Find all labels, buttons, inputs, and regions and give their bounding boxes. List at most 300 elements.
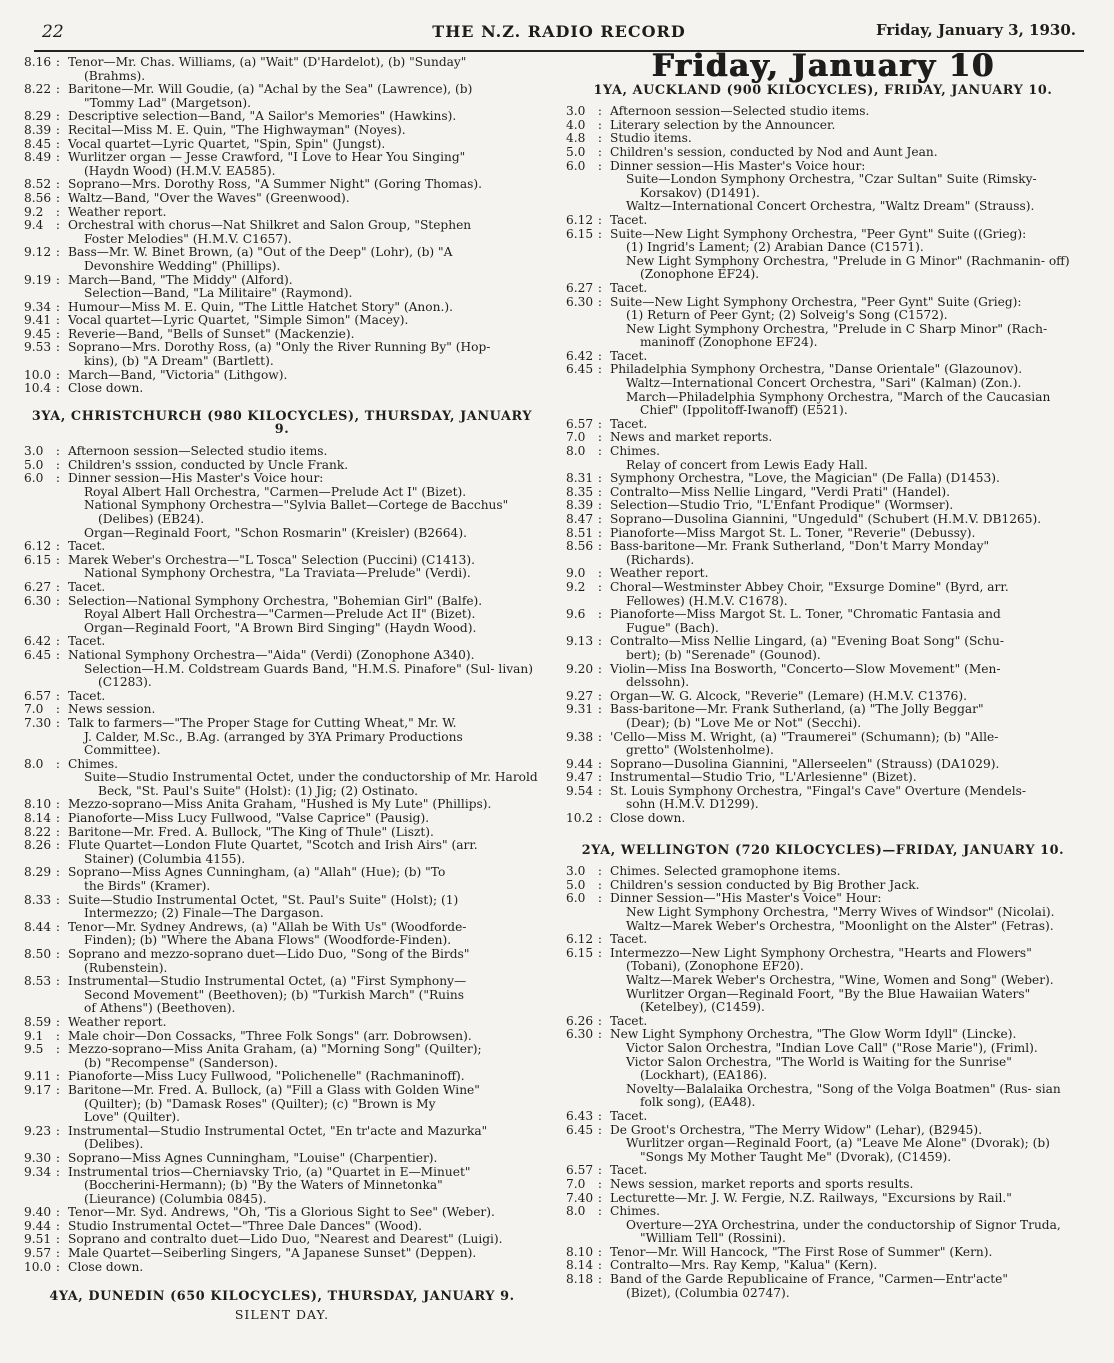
program-time: 9.54 : (566, 785, 602, 799)
program-entry (566, 812, 1080, 826)
program-time: 9.17 : (24, 1084, 60, 1098)
program-time: 6.45 : (566, 1124, 602, 1138)
program-text: sohn (H.M.V. D1299). (626, 797, 759, 812)
program-entry (566, 1273, 1080, 1300)
program-text: (Boccherini-Hermann); (b) "By the Waters of Minnetonka" (84, 1178, 443, 1193)
program-entry (566, 785, 1080, 812)
program-text: Flute Quartet—London Flute Quartet, "Scotch and Irish Airs" (arr. (68, 838, 478, 853)
program-time: 10.2 : (566, 812, 602, 826)
program-sub-items (24, 287, 540, 301)
program-entry (24, 826, 540, 840)
program-sub-item: Victor Salon Orchestra, "The World is Waiting for the Sunrise" (Lockhart), (EA186). (626, 1054, 1012, 1083)
program-time: 8.33 : (24, 894, 60, 908)
program-entry (24, 1247, 540, 1261)
program-entry (566, 1246, 1080, 1260)
program-text: New Light Symphony Orchestra, "The Glow Worm Idyll" (Lincke). (610, 1027, 1017, 1042)
program-sub-items (566, 323, 1080, 350)
program-text: (Rubenstein). (84, 960, 168, 975)
program-time: 9.41 : (24, 314, 60, 328)
program-time: 9.31 : (566, 703, 602, 717)
program-text: Baritone—Mr. Fred. A. Bullock, (a) "Fill a Glass with Golden Wine" (68, 1082, 480, 1097)
program-text: delssohn). (626, 675, 690, 690)
program-time: 6.30 : (24, 595, 60, 609)
program-text: the Birds" (Kramer). (84, 879, 211, 894)
program-text: Organ—W. G. Alcock, "Reverie" (Lemare) (H.M.V. C1376). (610, 688, 967, 703)
program-text: Finden); (b) "Where the Abana Flows" (Woodforde-Finden). (84, 933, 452, 948)
program-text: Tacet. (68, 634, 106, 649)
program-entry (566, 527, 1080, 541)
program-text: Literary selection by the Announcer. (610, 117, 836, 132)
program-sub-items (566, 173, 1080, 214)
program-entry (566, 499, 1080, 513)
program-time: 6.45 : (24, 649, 60, 663)
program-entry (24, 554, 540, 568)
program-sub-items (566, 255, 1080, 282)
program-sub-items (24, 608, 540, 635)
program-entry (566, 947, 1080, 974)
program-time: 8.22 : (24, 826, 60, 840)
program-time: 6.30 : (566, 296, 602, 310)
program-time: 8.39 : (24, 124, 60, 138)
program-time: 8.10 : (24, 798, 60, 812)
program-text: Bass—Mr. W. Binet Brown, (a) "Out of the Deep" (Lohr), (b) "A (68, 245, 453, 260)
program-text: Foster Melodies" (H.M.V. C1657). (84, 231, 292, 246)
silent-day-note: SILENT DAY. (234, 1306, 330, 1322)
program-text: (1) Return of Peer Gynt; (2) Solveig's Song (C1572). (626, 308, 948, 323)
program-entry (566, 581, 1080, 608)
program-entry (24, 812, 540, 826)
program-text: Philadelphia Symphony Orchestra, "Danse Orientale" (Glazounov). (610, 362, 1023, 377)
program-text: Talk to farmers—"The Proper Stage for Cutting Wheat," Mr. W. (68, 715, 457, 730)
program-text: (1) Ingrid's Lament; (2) Arabian Dance (C1571). (626, 240, 924, 255)
program-entry (24, 595, 540, 609)
program-sub-item: Waltz—Marek Weber's Orchestra, "Wine, Women and Song" (Weber). (626, 973, 1054, 987)
program-text: Love" (Quilter). (84, 1110, 180, 1125)
program-text: Bass-baritone—Mr. Frank Sutherland, "Don't Marry Monday" (610, 539, 990, 554)
program-sub-item: New Light Symphony Orchestra, "Prelude in C Sharp Minor" (Rach- maninoff (Zonophone EF24). (626, 321, 1048, 350)
program-entry (566, 540, 1080, 567)
program-text: Tacet. (610, 416, 648, 431)
program-sub-items (24, 771, 540, 798)
program-text: gretto" (Wolstenholme). (626, 743, 774, 758)
program-entry (24, 110, 540, 124)
program-sub-item: Suite—London Symphony Orchestra, "Czar Sultan" Suite (Rimsky- Korsakov) (D1491). (626, 172, 1037, 200)
program-entry (24, 124, 540, 138)
program-text: (Richards). (626, 552, 695, 567)
program-sub-item: Royal Albert Hall Orchestra—"Carmen—Prelude Act II" (Bizet). (84, 607, 476, 622)
program-text: Violin—Miss Ina Bosworth, "Concerto—Slow Movement" (Men- (610, 661, 1001, 676)
program-time: 9.19 : (24, 274, 60, 288)
program-time: 9.27 : (566, 690, 602, 704)
program-text: Soprano—Dusolina Giannini, "Ungeduld" (Schubert (H.M.V. DB1265). (610, 512, 1042, 526)
program-entry (24, 1043, 540, 1070)
program-text: Mezzo-soprano—Miss Anita Graham, "Hushed is My Lute" (Phillips). (68, 797, 492, 812)
program-time: 6.45 : (566, 363, 602, 377)
program-entry (24, 649, 540, 663)
program-text: Contralto—Miss Nellie Lingard, "Verdi Prati" (Handel). (610, 484, 951, 499)
program-time: 6.15 : (566, 947, 602, 961)
program-time: 8.47 : (566, 513, 602, 527)
program-entry (24, 83, 540, 110)
program-time: 4.8 : (566, 132, 602, 146)
program-entry (24, 246, 540, 273)
program-text: Tacet. (68, 579, 106, 594)
program-text: Tacet. (610, 932, 648, 947)
program-text: Soprano—Mrs. Dorothy Ross, "A Summer Night" (Goring Thomas). (68, 177, 483, 192)
program-sub-item: Victor Salon Orchestra, "Indian Love Call" ("Rose Marie"), (Friml). (626, 1040, 1038, 1055)
program-text: (Delibes). (84, 1137, 144, 1152)
program-list-continued (24, 56, 540, 396)
program-time: 6.15 : (566, 228, 602, 242)
program-entry (566, 1028, 1080, 1042)
program-entry (566, 214, 1080, 228)
program-time: 9.57 : (24, 1247, 60, 1261)
program-sub-items (566, 377, 1080, 418)
program-sub-item: Selection—Band, "La Militaire" (Raymond). (84, 286, 353, 301)
program-text: Soprano—Dusolina Giannini, "Allerseelen" (Strauss) (DA1029). (610, 756, 1000, 771)
program-text: Mezzo-soprano—Miss Anita Graham, (a) "Morning Song" (Quilter); (68, 1042, 482, 1057)
program-time: 6.0 : (566, 892, 602, 906)
program-text: Studio Instrumental Octet—"Three Dale Dances" (Wood). (68, 1218, 423, 1233)
program-text: Suite—Studio Instrumental Octet, "St. Paul's Suite" (Holst); (1) (68, 892, 459, 907)
program-time: 9.4 : (24, 219, 60, 233)
program-text: Children's session conducted by Big Brother Jack. (610, 877, 920, 892)
program-time: 8.39 : (566, 499, 602, 513)
program-text: Recital—Miss M. E. Quin, "The Highwayman" (Noyes). (68, 122, 406, 137)
program-text: Soprano—Miss Agnes Cunningham, (a) "Allah" (Hue); (b) "To (68, 865, 446, 880)
program-time: 9.5 : (24, 1043, 60, 1057)
program-time: 9.1 : (24, 1030, 60, 1044)
program-sub-item: March—Philadelphia Symphony Orchestra, "March of the Caucasian Chief" (Ippolitoff-Iwanoff) (E521). (626, 389, 1051, 418)
program-text: Instrumental—Studio Instrumental Octet, "En tr'acte and Mazurka" (68, 1123, 488, 1138)
program-text: Pianoforte—Miss Margot St. L. Toner, "Reverie" (Debussy). (610, 525, 976, 540)
program-entry (24, 1084, 540, 1125)
program-time: 8.45 : (24, 138, 60, 152)
program-time: 8.53 : (24, 975, 60, 989)
program-time: 6.15 : (24, 554, 60, 568)
program-entry (566, 146, 1080, 160)
program-entry (24, 382, 540, 396)
program-sub-items (566, 974, 1080, 1015)
program-time: 5.0 : (566, 146, 602, 160)
program-entry (566, 933, 1080, 947)
program-sub-item: Relay of concert from Lewis Eady Hall. (626, 457, 868, 472)
program-sub-item: Novelty—Balalaika Orchestra, "Song of the Volga Boatmen" (Rus- sian folk song), (EA48). (626, 1081, 1061, 1110)
program-time: 9.45 : (24, 328, 60, 342)
program-text: Weather report. (68, 1014, 167, 1029)
program-time: 9.51 : (24, 1233, 60, 1247)
program-text: (Brahms). (84, 68, 146, 83)
program-text: Symphony Orchestra, "Love, the Magician" (De Falla) (D1453). (610, 471, 1000, 486)
program-time: 8.35 : (566, 486, 602, 500)
program-entry (24, 921, 540, 948)
program-text: Vocal quartet—Lyric Quartet, "Spin, Spin" (Jungst). (68, 136, 386, 151)
program-text: Tenor—Mr. Sydney Andrews, (a) "Allah be With Us" (Woodforde- (68, 919, 467, 934)
program-text: Tacet. (610, 280, 648, 295)
program-entry (24, 1125, 540, 1152)
program-entry (24, 1030, 540, 1044)
program-time: 8.22 : (24, 83, 60, 97)
program-entry (24, 1166, 540, 1207)
program-entry (566, 431, 1080, 445)
program-entry (24, 1233, 540, 1247)
program-text: 'Cello—Miss M. Wright, (a) "Traumerei" (Schumann); (b) "Alle- (610, 729, 999, 744)
program-entry (24, 1220, 540, 1234)
program-time: 9.44 : (566, 758, 602, 772)
program-text: Soprano—Mrs. Dorothy Ross, (a) "Only the River Running By" (Hop- (68, 340, 491, 355)
program-entry (566, 663, 1080, 690)
program-text: News and market reports. (610, 430, 773, 445)
program-time: 8.26 : (24, 839, 60, 853)
program-entry (566, 228, 1080, 255)
program-entry (24, 219, 540, 246)
program-sub-item: Organ—Reginald Foort, "Schon Rosmarin" (Kreisler) (B2664). (84, 525, 467, 540)
program-text: Suite—New Light Symphony Orchestra, "Peer Gynt" Suite ((Grieg): (610, 226, 1027, 241)
program-text: Afternoon session—Selected studio items. (68, 444, 328, 459)
program-time: 6.42 : (566, 350, 602, 364)
program-entry (24, 839, 540, 866)
program-entry (24, 445, 540, 459)
program-time: 9.2 : (24, 206, 60, 220)
issue-date: Friday, January 3, 1930. (876, 21, 1076, 39)
program-entry (566, 1015, 1080, 1029)
program-text: Pianoforte—Miss Lucy Fullwood, "Valse Caprice" (Pausig). (68, 811, 430, 826)
program-text: (Dear); (b) "Love Me or Not" (Secchi). (626, 715, 862, 730)
program-text: Dinner session—His Master's Voice hour: (68, 471, 324, 486)
program-text: Fellowes) (H.M.V. C1678). (626, 593, 788, 608)
program-text: (Lieurance) (Columbia 0845). (84, 1191, 267, 1206)
program-text: (Quilter); (b) "Damask Roses" (Quilter); (c) "Brown is My (84, 1096, 436, 1111)
program-sub-item: Waltz—Marek Weber's Orchestra, "Moonlight on the Alster" (Fetras). (626, 918, 1054, 933)
program-text: Afternoon session—Selected studio items. (610, 104, 870, 119)
program-sub-items (24, 567, 540, 581)
program-entry (566, 472, 1080, 486)
program-entry (24, 1152, 540, 1166)
program-text: Tacet. (610, 1163, 648, 1178)
program-time: 8.0 : (566, 445, 602, 459)
program-time: 9.0 : (566, 567, 602, 581)
program-time: 9.34 : (24, 1166, 60, 1180)
program-sub-item: Wurlitzer organ—Reginald Foort, (a) "Leave Me Alone" (Dvorak); (b) "Songs My Mother Taught Me" (Dvorak), (C1459). (626, 1136, 1050, 1164)
program-entry (566, 703, 1080, 730)
program-entry (24, 56, 540, 83)
program-entry (24, 948, 540, 975)
program-entry (566, 1192, 1080, 1206)
program-time: 9.47 : (566, 771, 602, 785)
program-sub-item: Royal Albert Hall Orchestra, "Carmen—Prelude Act I" (Bizet). (84, 484, 467, 499)
program-text: Soprano and contralto duet—Lido Duo, "Nearest and Dearest" (Luigi). (68, 1232, 503, 1247)
program-time: 9.23 : (24, 1125, 60, 1139)
program-time: 6.12 : (566, 214, 602, 228)
program-entry (566, 635, 1080, 662)
program-time: 8.52 : (24, 178, 60, 192)
program-sub-item: New Light Symphony Orchestra, "Merry Wives of Windsor" (Nicolai). (626, 905, 1055, 920)
program-time: 9.20 : (566, 663, 602, 677)
day-title: Friday, January 10 (651, 48, 995, 84)
program-text: Instrumental trios—Cherniavsky Trio, (a) "Quartet in E—Minuet" (68, 1164, 471, 1179)
program-text: Weather report. (68, 204, 167, 219)
program-time: 9.11 : (24, 1070, 60, 1084)
program-time: 6.0 : (24, 472, 60, 486)
program-text: Descriptive selection—Band, "A Sailor's Memories" (Hawkins). (68, 109, 457, 124)
program-text: Close down. (68, 1259, 144, 1274)
program-text: Tenor—Mr. Chas. Williams, (a) "Wait" (D'Hardelot), (b) "Sunday" (68, 55, 467, 69)
program-entry (566, 1124, 1080, 1138)
program-text: Intermezzo—New Light Symphony Orchestra, "Hearts and Flowers" (610, 945, 1032, 960)
program-text: Marek Weber's Orchestra—"L Tosca" Selection (Puccini) (C1413). (68, 552, 475, 567)
program-text: "Tommy Lad" (Margetson). (84, 95, 251, 110)
program-time: 9.2 : (566, 581, 602, 595)
program-time: 6.30 : (566, 1028, 602, 1042)
program-text: De Groot's Orchestra, "The Merry Widow" (Lehar), (B2945). (610, 1122, 983, 1137)
program-text: Dinner session—His Master's Voice hour: (610, 158, 866, 173)
program-time: 9.34 : (24, 301, 60, 315)
program-time: 6.57 : (566, 418, 602, 432)
program-entry (566, 1164, 1080, 1178)
program-text: Weather report. (610, 566, 709, 581)
program-sub-items (566, 1042, 1080, 1110)
program-text: Male Quartet—Seiberling Singers, "A Japanese Sunset" (Deppen). (68, 1246, 477, 1261)
program-time: 3.0 : (566, 865, 602, 879)
program-time: 7.0 : (566, 1178, 602, 1192)
program-list-1ya (566, 105, 1080, 825)
program-text: Lecturette—Mr. J. W. Fergie, N.Z. Railways, "Excursions by Rail." (610, 1190, 1012, 1205)
page-header (34, 16, 1084, 52)
program-text: kins), (b) "A Dream" (Bartlett). (84, 354, 274, 369)
program-text: Pianoforte—Miss Lucy Fullwood, "Polichenelle" (Rachmaninoff). (68, 1069, 465, 1084)
program-sub-item: New Light Symphony Orchestra, "Prelude in G Minor" (Rachmanin- off) (Zonophone EF24). (626, 253, 1070, 282)
program-entry (24, 703, 540, 717)
program-time: 8.0 : (566, 1205, 602, 1219)
page-number: 22 (42, 22, 64, 42)
program-entry (24, 1016, 540, 1030)
program-text: Studio items. (610, 131, 692, 146)
program-entry (566, 132, 1080, 146)
program-entry (24, 798, 540, 812)
program-entry (24, 690, 540, 704)
program-sub-item: National Symphony Orchestra—"Sylvia Ballet—Cortege de Bacchus" (Delibes) (EB24). (84, 498, 509, 526)
program-entry (24, 274, 540, 288)
program-text: Suite—New Light Symphony Orchestra, "Peer Gynt" Suite (Grieg): (610, 294, 1022, 309)
program-text: Intermezzo; (2) Finale—The Dargason. (84, 906, 324, 921)
program-text: (Haydn Wood) (H.M.V. EA585). (84, 163, 276, 178)
program-text: Tacet. (68, 539, 106, 554)
program-entry (24, 314, 540, 328)
program-time: 6.27 : (24, 581, 60, 595)
program-time: 10.0 : (24, 1261, 60, 1275)
program-time: 6.26 : (566, 1015, 602, 1029)
program-time: 10.0 : (24, 369, 60, 383)
program-time: 8.56 : (566, 540, 602, 554)
program-text: Tacet. (610, 1013, 648, 1028)
program-time: 9.44 : (24, 1220, 60, 1234)
program-list-3ya (24, 445, 540, 1274)
program-entry (24, 540, 540, 554)
program-entry (566, 1110, 1080, 1124)
program-sub-item: Overture—2YA Orchestrina, under the conductorship of Signor Truda, "William Tell" (Rossini). (626, 1217, 1061, 1246)
program-text: Chimes. (610, 1204, 660, 1219)
program-text: News session. (68, 702, 156, 717)
program-entry (24, 301, 540, 315)
program-text: Contralto—Miss Nellie Lingard, (a) "Evening Boat Song" (Schu- (610, 634, 1004, 649)
program-entry (566, 567, 1080, 581)
program-text: Soprano—Miss Agnes Cunningham, "Louise" (Charpentier). (68, 1150, 438, 1165)
program-time: 8.51 : (566, 527, 602, 541)
program-entry (24, 894, 540, 921)
program-text: J. Calder, M.Sc., B.Ag. (arranged by 3YA Primary Productions (84, 729, 463, 744)
program-time: 8.0 : (24, 758, 60, 772)
program-time: 3.0 : (566, 105, 602, 119)
program-text: Selection—Studio Trio, "L'Enfant Prodique" (Wormser). (610, 498, 954, 513)
program-text: News session, market reports and sports results. (610, 1176, 914, 1191)
program-entry (24, 138, 540, 152)
program-time: 8.14 : (566, 1259, 602, 1273)
publication-title: THE N.Z. RADIO RECORD (432, 22, 686, 41)
program-entry (566, 160, 1080, 174)
left-column (24, 56, 540, 1321)
program-time: 5.0 : (566, 879, 602, 893)
program-text: Orchestral with chorus—Nat Shilkret and Salon Group, "Stephen (68, 218, 472, 233)
program-time: 6.12 : (24, 540, 60, 554)
program-time: 9.53 : (24, 341, 60, 355)
program-entry (24, 472, 540, 486)
program-sub-item: Organ—Reginald Foort, "A Brown Bird Singing" (Haydn Wood). (84, 620, 477, 635)
program-text: Chimes. (68, 756, 118, 771)
program-entry (566, 731, 1080, 758)
program-text: Close down. (68, 381, 144, 396)
program-entry (24, 717, 540, 758)
program-entry (566, 350, 1080, 364)
program-entry (24, 866, 540, 893)
program-text: Children's sssion, conducted by Uncle Frank. (68, 457, 349, 472)
program-text: Soprano and mezzo-soprano duet—Lido Duo, "Song of the Birds" (68, 947, 470, 961)
program-time: 7.0 : (24, 703, 60, 717)
program-text: Humour—Miss M. E. Quin, "The Little Hatchet Story" (Anon.). (68, 299, 453, 314)
program-text: Baritone—Mr. Fred. A. Bullock, "The King of Thule" (Liszt). (68, 824, 434, 839)
program-text: Choral—Westminster Abbey Choir, "Exsurge Domine" (Byrd, arr. (610, 579, 1009, 594)
program-entry (566, 282, 1080, 296)
program-text: Committee). (84, 743, 161, 758)
program-time: 8.10 : (566, 1246, 602, 1260)
program-entry (24, 975, 540, 1016)
program-text: Stainer) (Columbia 4155). (84, 851, 246, 866)
program-text: March—Band, "Victoria" (Lithgow). (68, 367, 288, 382)
program-entry (566, 1205, 1080, 1219)
program-time: 8.59 : (24, 1016, 60, 1030)
program-time: 3.0 : (24, 445, 60, 459)
program-text: Tacet. (610, 212, 648, 227)
program-time: 6.0 : (566, 160, 602, 174)
station-heading-3ya: 3YA, CHRISTCHURCH (980 KILOCYCLES), THURSDAY, JANUARY 9. (31, 408, 533, 438)
program-time: 6.27 : (566, 282, 602, 296)
program-text: March—Band, "The Middy" (Alford). (68, 272, 293, 287)
program-text: Pianoforte—Miss Margot St. L. Toner, "Chromatic Fantasia and (610, 607, 1001, 622)
program-entry (566, 1178, 1080, 1192)
program-entry (566, 296, 1080, 323)
program-text: Contralto—Mrs. Ray Kemp, "Kalua" (Kern). (610, 1258, 878, 1273)
program-sub-items (566, 906, 1080, 933)
program-entry (24, 178, 540, 192)
program-entry (566, 513, 1080, 527)
program-text: Band of the Garde Republicaine of France, "Carmen—Entr'acte" (610, 1272, 1008, 1287)
program-entry (566, 892, 1080, 906)
program-time: 8.56 : (24, 192, 60, 206)
program-time: 6.12 : (566, 933, 602, 947)
program-entry (24, 581, 540, 595)
program-text: National Symphony Orchestra—"Aida" (Verdi) (Zonophone A340). (68, 647, 475, 662)
program-time: 6.57 : (566, 1164, 602, 1178)
program-entry (24, 192, 540, 206)
